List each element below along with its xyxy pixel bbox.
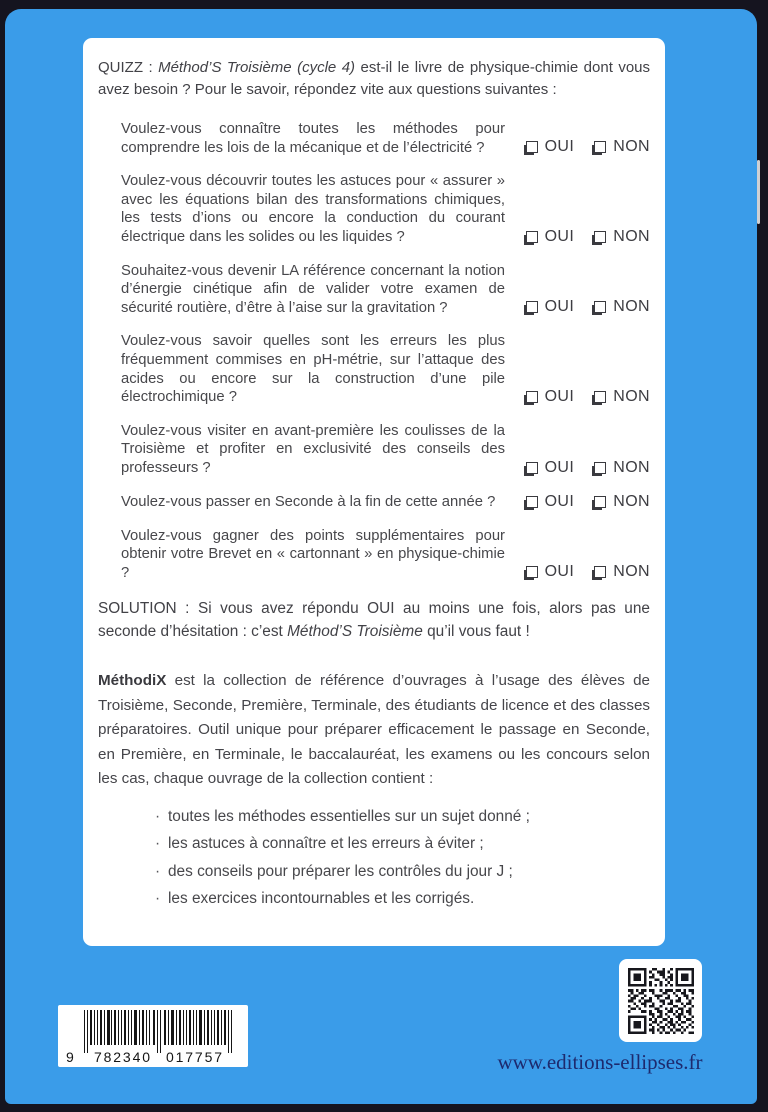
oui-checkbox[interactable] [526, 301, 538, 313]
book-title: Méthod’S Troisième [287, 623, 423, 641]
oui-label: OUI [544, 138, 575, 156]
oui-checkbox[interactable] [526, 462, 538, 474]
non-checkbox[interactable] [594, 301, 606, 313]
non-label: NON [613, 458, 650, 476]
bullet-text: les exercices incontournables et les corrigés. [168, 890, 475, 908]
oui-option [523, 388, 575, 406]
oui-label: OUI [544, 298, 575, 316]
answer-options [523, 228, 650, 247]
photo-glint [757, 160, 760, 224]
question-text: Souhaitez-vous devenir LA référence concernant la notion d’énergie cinétique afin de valider votre examen de sécurité routière, d’être à l’aise sur la gravitation ? [121, 262, 505, 316]
barcode-bars [58, 1005, 248, 1067]
collection-name: MéthodiX [98, 672, 167, 690]
oui-checkbox[interactable] [526, 231, 538, 243]
oui-checkbox[interactable] [526, 496, 538, 508]
quiz-panel [83, 38, 665, 946]
oui-checkbox[interactable] [526, 391, 538, 403]
book-title: Méthod’S Troisième (cycle 4) [158, 59, 356, 76]
solution-rest: qu’il vous faut ! [422, 623, 530, 641]
publisher-website: www.editions-ellipses.fr [497, 1050, 703, 1074]
oui-checkbox[interactable] [526, 141, 538, 153]
question-row-4 [121, 332, 650, 406]
answer-options [523, 388, 650, 407]
question-row-2 [121, 172, 650, 246]
oui-label: OUI [544, 492, 575, 510]
qr-pattern [628, 968, 694, 1034]
bullet-text: les astuces à connaître et les erreurs à éviter ; [168, 835, 484, 853]
non-label: NON [613, 298, 650, 316]
bullet-icon: · [155, 807, 161, 825]
list-item [155, 858, 650, 886]
solution-paragraph [98, 597, 650, 643]
bullet-icon: · [155, 890, 161, 908]
list-item [155, 803, 650, 831]
question-text: Voulez-vous savoir quelles sont les erreurs les plus fréquemment commises en pH-métrie, sur l’attaque des acides ou encore sur la construction d’une pile électrochimique ? [121, 333, 505, 406]
oui-option [523, 459, 575, 477]
oui-option [523, 228, 575, 246]
oui-option [523, 138, 575, 156]
oui-checkbox[interactable] [526, 566, 538, 578]
oui-option [523, 493, 575, 511]
oui-label: OUI [544, 227, 575, 245]
question-text: Voulez-vous passer en Seconde à la fin de cette année ? [121, 493, 496, 510]
answer-options [523, 298, 650, 317]
non-label: NON [613, 387, 650, 405]
non-option [591, 563, 650, 581]
non-checkbox[interactable] [594, 231, 606, 243]
question-list [121, 120, 650, 582]
non-checkbox[interactable] [594, 566, 606, 578]
question-row-5 [121, 422, 650, 478]
barcode-digit-left: 9 [66, 1049, 74, 1065]
quiz-intro-prefix: QUIZZ : [98, 59, 159, 76]
non-option [591, 228, 650, 246]
qr-code [619, 959, 702, 1042]
non-option [591, 138, 650, 156]
question-text: Voulez-vous découvrir toutes les astuces pour « assurer » avec les équations bilan des transformations chimiques, les tests d’ions ou encore la conduction du courant électrique dans les solides ou les liquides ? [121, 173, 505, 245]
non-option [591, 459, 650, 477]
list-item [155, 885, 650, 913]
quiz-intro [98, 57, 650, 101]
oui-option [523, 298, 575, 316]
non-option [591, 388, 650, 406]
question-text: Voulez-vous gagner des points supplémentaires pour obtenir votre Brevet en « cartonnant » en physique-chimie ? [121, 527, 505, 581]
isbn-barcode [58, 1005, 248, 1067]
question-row-7 [121, 527, 650, 583]
question-text: Voulez-vous connaître toutes les méthodes pour comprendre les lois de la mécanique et de l’électricité ? [121, 121, 505, 156]
oui-label: OUI [544, 458, 575, 476]
non-checkbox[interactable] [594, 391, 606, 403]
bullet-icon: · [155, 862, 161, 880]
oui-label: OUI [544, 563, 575, 581]
question-row-3 [121, 262, 650, 318]
book-back-cover [5, 9, 757, 1104]
collection-bullet-list [155, 803, 650, 913]
answer-options [523, 138, 650, 157]
question-row-1 [121, 120, 650, 157]
oui-label: OUI [544, 387, 575, 405]
answer-options [523, 493, 650, 512]
non-label: NON [613, 563, 650, 581]
non-checkbox[interactable] [594, 462, 606, 474]
answer-options [523, 563, 650, 582]
non-option [591, 493, 650, 511]
bullet-text: toutes les méthodes essentielles sur un sujet donné ; [168, 807, 530, 825]
non-option [591, 298, 650, 316]
barcode-digits-group2: 017757 [166, 1049, 222, 1065]
list-item [155, 830, 650, 858]
question-text: Voulez-vous visiter en avant-première les coulisses de la Troisième et profiter en exclusivité des conseils des professeurs ? [121, 422, 505, 476]
non-label: NON [613, 138, 650, 156]
bullet-icon: · [155, 835, 161, 853]
collection-description: est la collection de référence d’ouvrages à l’usage des élèves de Troisième, Seconde, Première, Terminale, des étudiants de licence et des classes préparatoires. Outil unique pour préparer efficacement le passage en Seconde, en Première, en Terminale, le baccalauréat, les examens ou les concours selon les cas, chaque ouvrage de la collection contient : [98, 672, 650, 788]
non-checkbox[interactable] [594, 496, 606, 508]
bullet-text: des conseils pour préparer les contrôles du jour J ; [168, 862, 513, 880]
non-label: NON [613, 227, 650, 245]
quiz-intro-rest: est-il le livre de physique-chimie dont vous avez besoin ? Pour le savoir, répondez vite aux questions suivantes : [98, 59, 651, 98]
question-row-6 [121, 493, 650, 512]
solution-prefix: SOLUTION : Si vous avez répondu OUI au moins une fois, alors pas une seconde d’hésitation : c’est [98, 600, 650, 641]
answer-options [523, 459, 650, 478]
oui-option [523, 563, 575, 581]
barcode-digits-group1: 782340 [94, 1049, 150, 1065]
collection-paragraph [98, 669, 650, 792]
non-checkbox[interactable] [594, 141, 606, 153]
non-label: NON [613, 492, 650, 510]
